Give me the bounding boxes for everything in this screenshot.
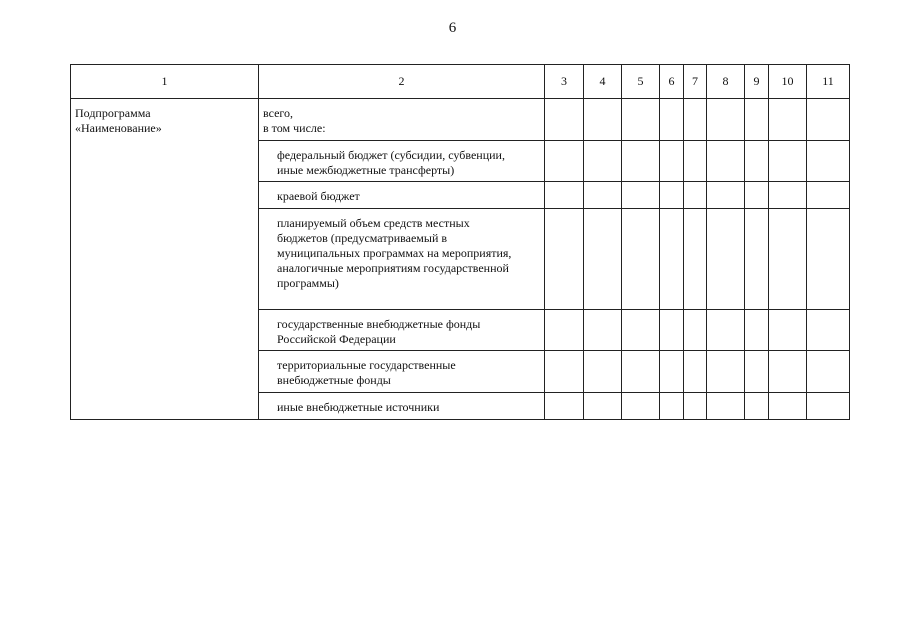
value-cell bbox=[807, 310, 850, 351]
value-cell bbox=[807, 99, 850, 141]
value-cell bbox=[660, 141, 684, 182]
total-label-cell bbox=[259, 99, 545, 141]
value-cell bbox=[660, 182, 684, 209]
value-cell bbox=[769, 141, 807, 182]
source-label-cell bbox=[259, 393, 545, 420]
column-header: 1 bbox=[71, 65, 259, 99]
source-label-line: программы) bbox=[277, 276, 339, 290]
value-cell bbox=[769, 182, 807, 209]
value-cell bbox=[584, 141, 622, 182]
value-cell bbox=[660, 99, 684, 141]
source-label-line: планируемый объем средств местных bbox=[277, 216, 470, 230]
value-cell bbox=[807, 351, 850, 393]
value-cell bbox=[584, 99, 622, 141]
header-row bbox=[71, 65, 850, 99]
value-cell bbox=[745, 351, 769, 393]
value-cell bbox=[584, 393, 622, 420]
value-cell bbox=[622, 351, 660, 393]
value-cell bbox=[545, 99, 584, 141]
value-cell bbox=[545, 393, 584, 420]
source-label-cell bbox=[259, 141, 545, 182]
value-cell bbox=[707, 393, 745, 420]
program-name-line: «Наименование» bbox=[75, 121, 162, 135]
value-cell bbox=[707, 310, 745, 351]
value-cell bbox=[807, 393, 850, 420]
value-cell bbox=[660, 351, 684, 393]
column-header: 4 bbox=[584, 65, 622, 99]
value-cell bbox=[660, 393, 684, 420]
source-label-line: бюджетов (предусматриваемый в bbox=[277, 231, 448, 245]
column-header: 6 bbox=[660, 65, 684, 99]
value-cell bbox=[769, 351, 807, 393]
value-cell bbox=[707, 182, 745, 209]
program-name-cell bbox=[71, 99, 259, 420]
value-cell bbox=[545, 209, 584, 310]
value-cell bbox=[622, 182, 660, 209]
source-label-line: иные внебюджетные источники bbox=[277, 400, 440, 414]
source-label-line: аналогичные мероприятиям государственной bbox=[277, 261, 509, 275]
source-label-line: территориальные государственные bbox=[277, 358, 456, 372]
value-cell bbox=[584, 182, 622, 209]
source-label-line: муниципальных программах на мероприятия, bbox=[277, 246, 512, 260]
total-label-line: в том числе: bbox=[263, 121, 326, 135]
column-header: 3 bbox=[545, 65, 584, 99]
table-row-total bbox=[71, 99, 850, 141]
column-header: 11 bbox=[807, 65, 850, 99]
value-cell bbox=[684, 209, 707, 310]
value-cell bbox=[745, 393, 769, 420]
value-cell bbox=[622, 209, 660, 310]
value-cell bbox=[684, 393, 707, 420]
value-cell bbox=[545, 310, 584, 351]
value-cell bbox=[545, 351, 584, 393]
column-header: 9 bbox=[745, 65, 769, 99]
value-cell bbox=[545, 182, 584, 209]
value-cell bbox=[660, 209, 684, 310]
value-cell bbox=[807, 182, 850, 209]
source-label-line: краевой бюджет bbox=[277, 189, 360, 203]
value-cell bbox=[769, 393, 807, 420]
value-cell bbox=[545, 141, 584, 182]
value-cell bbox=[707, 99, 745, 141]
value-cell bbox=[622, 99, 660, 141]
source-label-line: государственные внебюджетные фонды bbox=[277, 317, 481, 331]
value-cell bbox=[745, 209, 769, 310]
value-cell bbox=[707, 141, 745, 182]
value-cell bbox=[769, 310, 807, 351]
value-cell bbox=[622, 310, 660, 351]
source-label-line: федеральный бюджет (субсидии, субвенции, bbox=[277, 148, 505, 162]
value-cell bbox=[707, 209, 745, 310]
value-cell bbox=[745, 99, 769, 141]
value-cell bbox=[745, 182, 769, 209]
value-cell bbox=[684, 99, 707, 141]
value-cell bbox=[622, 141, 660, 182]
value-cell bbox=[584, 351, 622, 393]
total-label-line: всего, bbox=[263, 106, 294, 120]
column-header: 10 bbox=[769, 65, 807, 99]
column-header: 8 bbox=[707, 65, 745, 99]
value-cell bbox=[769, 99, 807, 141]
value-cell bbox=[584, 209, 622, 310]
budget-table bbox=[70, 64, 850, 420]
source-label-cell bbox=[259, 310, 545, 351]
value-cell bbox=[684, 351, 707, 393]
value-cell bbox=[660, 310, 684, 351]
value-cell bbox=[769, 209, 807, 310]
column-header: 7 bbox=[684, 65, 707, 99]
page-number: 6 bbox=[448, 20, 457, 36]
value-cell bbox=[807, 141, 850, 182]
value-cell bbox=[807, 209, 850, 310]
source-label-line: иные межбюджетные трансферты) bbox=[277, 163, 455, 177]
value-cell bbox=[684, 141, 707, 182]
column-header: 5 bbox=[622, 65, 660, 99]
column-header: 2 bbox=[259, 65, 545, 99]
source-label-line: Российской Федерации bbox=[277, 332, 396, 346]
value-cell bbox=[707, 351, 745, 393]
source-label-cell bbox=[259, 209, 545, 310]
value-cell bbox=[684, 310, 707, 351]
value-cell bbox=[684, 182, 707, 209]
value-cell bbox=[745, 310, 769, 351]
value-cell bbox=[622, 393, 660, 420]
source-label-cell bbox=[259, 182, 545, 209]
source-label-line: внебюджетные фонды bbox=[277, 373, 391, 387]
program-name-line: Подпрограмма bbox=[75, 106, 151, 120]
source-label-cell bbox=[259, 351, 545, 393]
value-cell bbox=[584, 310, 622, 351]
value-cell bbox=[745, 141, 769, 182]
